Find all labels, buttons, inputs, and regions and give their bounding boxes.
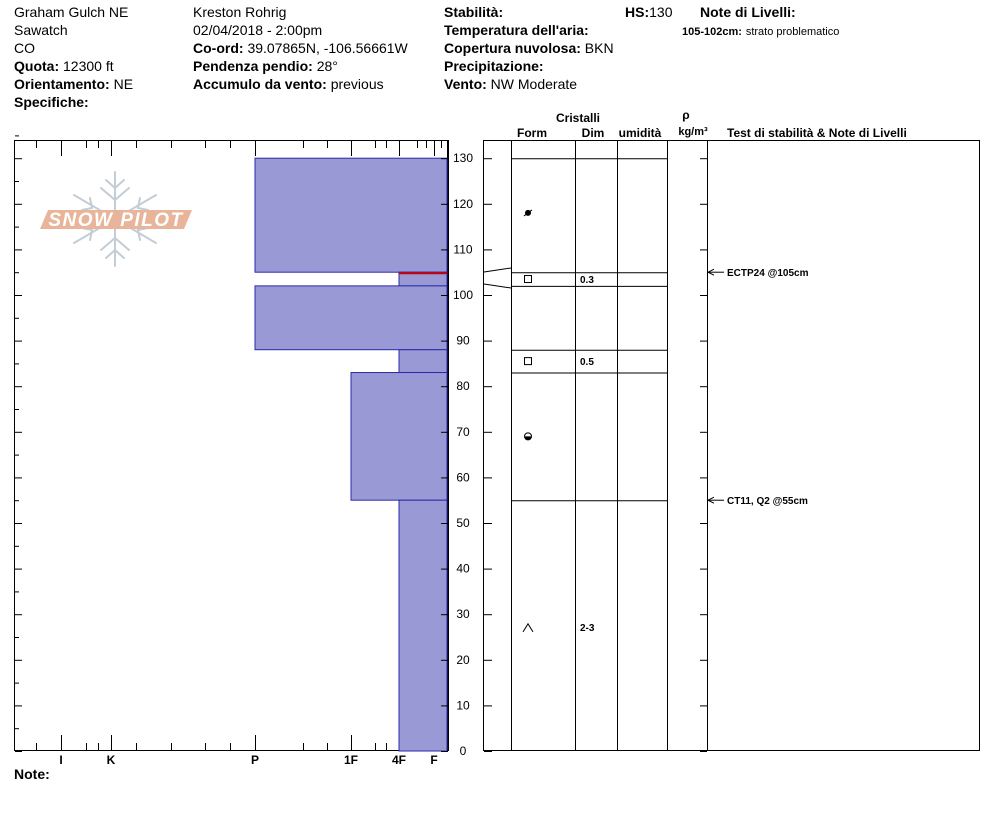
- air-temp-label: Temperatura dell'aria:: [444, 22, 589, 38]
- snowpilot-logo: [40, 172, 192, 266]
- height-tick-label: 110: [453, 242, 473, 257]
- aspect-label: Orientamento:: [14, 76, 110, 92]
- layer-connector: [484, 268, 511, 272]
- wind-value: NW Moderate: [490, 76, 578, 92]
- hardness-layer-bar: [351, 373, 447, 501]
- hardness-layer-bar: [255, 286, 447, 350]
- hardness-label-1f: 1F: [343, 753, 359, 767]
- elevation-label: Quota:: [14, 58, 60, 74]
- depth-hoar-icon: [523, 624, 533, 632]
- height-tick-label: 0: [459, 744, 467, 758]
- profile-table-content: [484, 159, 809, 634]
- height-tick-label: 90: [456, 333, 470, 348]
- hardness-axis-labels: [59, 753, 437, 767]
- crystals-header: Cristalli: [555, 111, 601, 125]
- height-tick-label: 130: [452, 151, 474, 166]
- layer-connector: [484, 284, 511, 288]
- height-tick-label: 30: [456, 607, 470, 622]
- height-tick-label: 50: [456, 516, 470, 530]
- density-unit-header: kg/m³: [678, 126, 708, 138]
- layer-note-range: 105-102cm:: [682, 26, 742, 38]
- sky-value: BKN: [584, 40, 614, 56]
- aspect-value: NE: [113, 76, 134, 92]
- sky-label: Copertura nuvolosa:: [444, 40, 581, 56]
- crystal-size-label: 0.5: [580, 357, 594, 369]
- stability-test-label: ECTP24 @105cm: [727, 268, 809, 280]
- location-state: CO: [14, 40, 35, 56]
- form-header: Form: [517, 126, 547, 140]
- stability-notes-header: Test di stabilità & Note di Livelli: [727, 126, 907, 140]
- faceted-crystal-icon: [525, 276, 532, 283]
- rho-header: ρ: [682, 108, 690, 122]
- hardness-label-f: F: [430, 753, 438, 767]
- hardness-label-p: P: [250, 753, 260, 767]
- location-name: Graham Gulch NE: [14, 4, 129, 20]
- specifics-label: Specifiche:: [14, 94, 89, 110]
- precip-label: Precipitazione:: [444, 58, 544, 74]
- profile-table: [484, 141, 980, 751]
- height-tick-label: 40: [456, 561, 470, 576]
- layer-notes-title: Note di Livelli:: [700, 4, 796, 20]
- height-tick-label: 10: [456, 698, 470, 713]
- wind-loading-value: previous: [330, 76, 384, 92]
- slope-label: Pendenza pendio:: [193, 58, 313, 74]
- hardness-layer-bar: [399, 350, 447, 373]
- slope-value: 28°: [316, 58, 338, 74]
- height-tick-label: 120: [452, 196, 474, 211]
- height-tick-label: 70: [456, 424, 470, 439]
- wind-label: Vento:: [444, 76, 487, 92]
- observation-datetime: 02/04/2018 - 2:00pm: [193, 22, 323, 38]
- wind-loading-label: Accumulo da vento:: [193, 76, 327, 92]
- height-tick-label: 60: [456, 470, 470, 485]
- size-header: Dim: [581, 126, 605, 140]
- hardness-layer-bar: [399, 272, 447, 286]
- hardness-layer-bar: [255, 158, 447, 272]
- notes-label: Note:: [14, 766, 50, 782]
- crystal-size-label: 0.3: [580, 275, 594, 287]
- layer-note-text: strato problematico: [745, 26, 840, 38]
- logo-wordmark: SNOW PILOT: [48, 210, 184, 231]
- hs-value: 130: [649, 4, 673, 20]
- faceted-crystal-icon: [525, 358, 532, 365]
- hardness-label-i: I: [59, 753, 63, 767]
- height-tick-label: 100: [452, 288, 474, 302]
- stability-label: Stabilità:: [444, 4, 504, 20]
- stability-test-label: CT11, Q2 @55cm: [727, 496, 808, 508]
- location-range: Sawatch: [14, 22, 68, 38]
- moisture-header: umidità: [618, 126, 662, 140]
- hardness-label-4f: 4F: [391, 753, 407, 767]
- hardness-label-k: K: [106, 753, 116, 767]
- observer-name: Kreston Rohrig: [193, 4, 287, 20]
- elevation-value: 12300 ft: [63, 58, 114, 74]
- crystal-size-label: 2-3: [580, 622, 595, 634]
- height-tick-label: 80: [456, 379, 470, 394]
- height-tick-label: 20: [456, 652, 470, 667]
- hs-label: HS:: [625, 4, 650, 20]
- hardness-layers: [255, 158, 447, 751]
- coord-label: Co-ord:: [193, 40, 244, 56]
- hardness-layer-bar: [399, 500, 447, 751]
- coord-value: 39.07865N, -106.56661W: [247, 40, 408, 56]
